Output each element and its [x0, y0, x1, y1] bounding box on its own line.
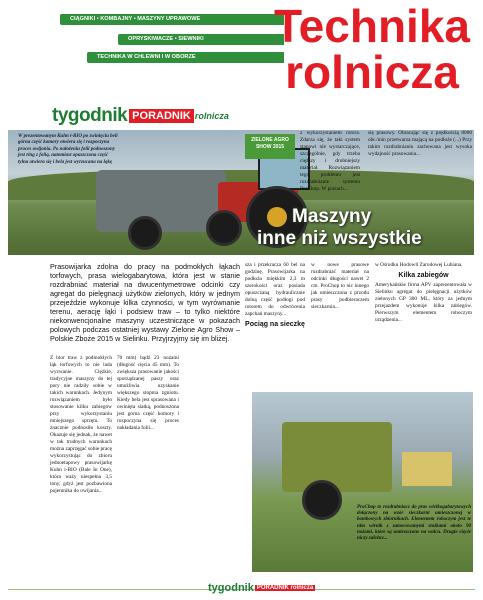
logo-tygodnik: tygodnik: [52, 105, 128, 126]
body-col5-text: w Ośrodku Hodowli Zarodowej Lubiana.: [375, 262, 463, 268]
body-col6-text: Amerykańskie firma APV zaprezentowała w Sielinku agregat do pielęgnacji użytków zielonych GP 300 ML, który za jednym przejazdem wykonuje kilka zabiegów. Pierwszym elementem roboczym urządzenia...: [375, 282, 472, 323]
headline-technika: Technika: [274, 0, 470, 52]
lead-paragraph: Prasowijarka zdolna do pracy na podmokłych łąkach torfowych, prasa wielogabarytowa, która jest w stanie rozdrabniać materiał na dwucentymetrowe odcinki czy agregat do pielęgnacji użytków zielonych, który w jednym przejeździe wykonuje kilka czynności, w tym wyrównanie terenu, aerację łąki i podsiew traw – to tylko niektóre niekonwencjonalne maszyny uczestniczące w pokazach polowych podczas ostatniej wystawy Zielone Agro Show – Polskie Zboże 2015 w Sielinku. Przyjrzyjmy się im bliżej.: [50, 262, 240, 343]
title-maszyny: Maszyny: [292, 206, 372, 227]
footer-logo: [208, 582, 315, 594]
body-column-2: 70 mm) bądź 23 nożami (długość cięcia 45 mm). To zwiększa prasowanie jakości sporządzanej paszy oraz umożliwia uzyskanie większego stopnia zgniotu. Kiedy bela jest sprasowana i owinięta siatką, podnoszona jest górna część komory i rozpoczyna się proces nakładania folii...: [117, 355, 179, 431]
text-column-far-right-top: się prasowy. Obracając się z prędkością 8000 obr./min przetwarza mającą na podłoże (...) Przy takim rozdrabnianiu zachowana jest wysoka wydajność prasowania...: [368, 130, 472, 157]
footer-logo-poradnik: PORADNIK rolnicza: [256, 585, 314, 591]
category-bar-2: OPRYSKIWACZE • SIEWNIKI: [118, 34, 284, 45]
body-col3-text: sza i przekracza 60 bel na godzinę. Prasowijarka na podłożu miękkim 2,3 m szerokości oraz posiada opuszczaną hydraulicznie dolną część podłogi pod rotorem do odwrócenia zapchań maszyny...: [245, 262, 305, 317]
prochop-machine: [282, 422, 392, 492]
body-column-4: w nowe prasowe rozdrabniać materiał na odcinki długości nawet 2 cm. ProChop to nic innego jak umieszczona z przodu prasy podbieraczem sieczkarnia...: [311, 262, 369, 310]
subhead-pociag: Pociąg na sieczkę: [245, 321, 305, 328]
headline-rolnicza: rolnicza: [285, 46, 459, 98]
bottom-caption: ProChop to rozdrabniacz do pras wielkogabarytowych dołączony na wzór sieczkarni umieszczonej w bombowych zbiornikach. Elementem roboczym jest te nim wirnik z zamocowanymi stożkami około 90 nożami, które są umieszczone na walcu. Drugie cięcie niczy zależne...: [357, 505, 471, 542]
prochop-photo: [252, 392, 473, 572]
tractor-front-wheel: [206, 210, 242, 246]
body-column-5: [375, 262, 472, 324]
prochop-wheel: [302, 480, 342, 520]
body-column-3: [245, 262, 305, 331]
tractor-rear-hub: [267, 207, 287, 227]
body-col1-text: Z bior traw z podmokłych łąk torfowych to nie lada wyzwanie. Ciężkie, tradycyjne maszyny do tej pory nie radziły sobie w takich warunkach. Jedynym rozwiązaniem było stosowanie kilku zabiegów przy wykorzystaniu mniejszego sprzętu. To znacznie podnosiło koszty. Okazuje się jednak, że nawet w tak trudnych warunkach można zaprzęgać sobie pracę wykorzystując do zbioru jednoetapowy prasowijarkę Kuhn i-BIO (Bale In One), która waży niespełna 3,5 tony, gdyż jest pozbawiona pojemnika do owijania...: [50, 355, 112, 494]
subhead-kilka-zabiegow: Kilka zabiegów: [398, 272, 449, 279]
footer-logo-tygodnik: tygodnik: [208, 582, 254, 594]
text-column-right-top: z wykorzystaniem rotora. Zdarza się, że taki system stanowi nie wystarczające, szczególnie, gdy trzeba cięższy i drobniejszy materiał. Rozwiązaniem tego problemu jest rozdrabnianie systemu ProChop. W prasach...: [300, 130, 360, 192]
photo-caption: W prezentowanym Kuhn i-BIO po zwinięciu beli górna część komory otwiera się i rozpoczyna proces owijania. Po nałożeniu folii podnoszony jest ring z folią, natomiast opuszczona część tylna otwiera się i bela jest wyrzucana na łąkę: [18, 134, 118, 165]
logo-poradnik: PORADNIK: [129, 109, 194, 123]
title-inne-niz-wszystkie: inne niż wszystkie: [257, 228, 422, 249]
category-bar-1: CIĄGNIKI • KOMBAJNY • MASZYNY UPRAWOWE: [60, 14, 284, 25]
logo-rolnicza: rolnicza: [194, 111, 229, 121]
zielone-agro-show-badge: ZIELONE AGRO SHOW 2015: [245, 134, 295, 159]
prochop-bale: [402, 452, 452, 486]
magazine-logo: [52, 107, 229, 125]
category-bar-3: TECHNIKA W CHLEWNI I W OBORZE: [87, 52, 284, 63]
baler-wheel: [128, 216, 162, 250]
body-column-1: [50, 355, 112, 495]
